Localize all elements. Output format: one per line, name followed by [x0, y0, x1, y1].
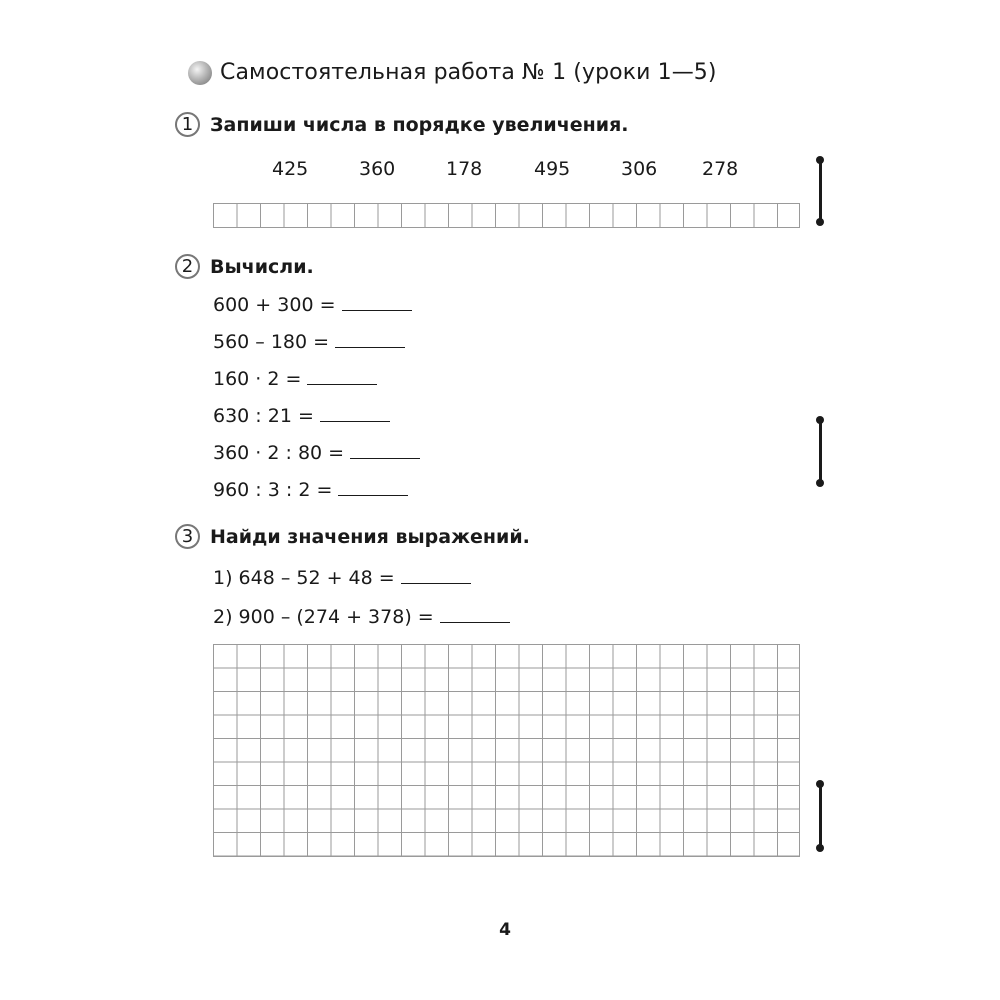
number-item: 306	[621, 158, 658, 180]
calc-line	[213, 368, 377, 390]
work-grid[interactable]	[213, 644, 800, 857]
task-1-heading	[175, 112, 629, 137]
answer-blank[interactable]	[440, 606, 510, 623]
calc-expression: 560 – 180 =	[213, 331, 330, 353]
calc-expression: 600 + 300 =	[213, 294, 336, 316]
worksheet-header	[188, 60, 717, 85]
number-item: 425	[272, 158, 309, 180]
task-instruction: Запиши числа в порядке увеличения.	[210, 113, 629, 136]
calc-expression: 1) 648 – 52 + 48 =	[213, 567, 395, 589]
calc-expression: 2) 900 – (274 + 378) =	[213, 606, 434, 628]
bullet-ball-icon	[188, 61, 212, 85]
calc-expression: 960 : 3 : 2 =	[213, 479, 333, 501]
calc-expression: 160 · 2 =	[213, 368, 302, 390]
calc-expression: 360 · 2 : 80 =	[213, 442, 345, 464]
page-number: 4	[499, 920, 511, 940]
margin-marker	[816, 416, 824, 487]
calc-expression: 630 : 21 =	[213, 405, 314, 427]
number-item: 278	[702, 158, 739, 180]
answer-blank[interactable]	[401, 567, 471, 584]
calc-line	[213, 331, 405, 353]
margin-marker	[816, 780, 824, 852]
calc-line	[213, 606, 510, 628]
calc-line	[213, 405, 390, 427]
task-2-heading	[175, 254, 314, 279]
calc-line	[213, 567, 471, 589]
task-instruction: Вычисли.	[210, 255, 314, 278]
answer-grid-row[interactable]	[213, 203, 800, 228]
answer-blank[interactable]	[307, 368, 377, 385]
answer-blank[interactable]	[338, 479, 408, 496]
task-number-badge: 3	[175, 524, 200, 549]
numbers-row	[258, 158, 758, 184]
number-item: 360	[359, 158, 396, 180]
task-number-badge: 2	[175, 254, 200, 279]
task-number-badge: 1	[175, 112, 200, 137]
answer-blank[interactable]	[335, 331, 405, 348]
calc-line	[213, 294, 412, 316]
answer-blank[interactable]	[342, 294, 412, 311]
number-item: 495	[534, 158, 571, 180]
answer-blank[interactable]	[320, 405, 390, 422]
task-instruction: Найди значения выражений.	[210, 525, 530, 548]
worksheet-title: Самостоятельная работа № 1 (уроки 1—5)	[220, 60, 717, 85]
task-3-heading	[175, 524, 530, 549]
number-item: 178	[446, 158, 483, 180]
calc-line	[213, 442, 420, 464]
answer-blank[interactable]	[350, 442, 420, 459]
margin-marker	[816, 156, 824, 226]
calc-line	[213, 479, 408, 501]
